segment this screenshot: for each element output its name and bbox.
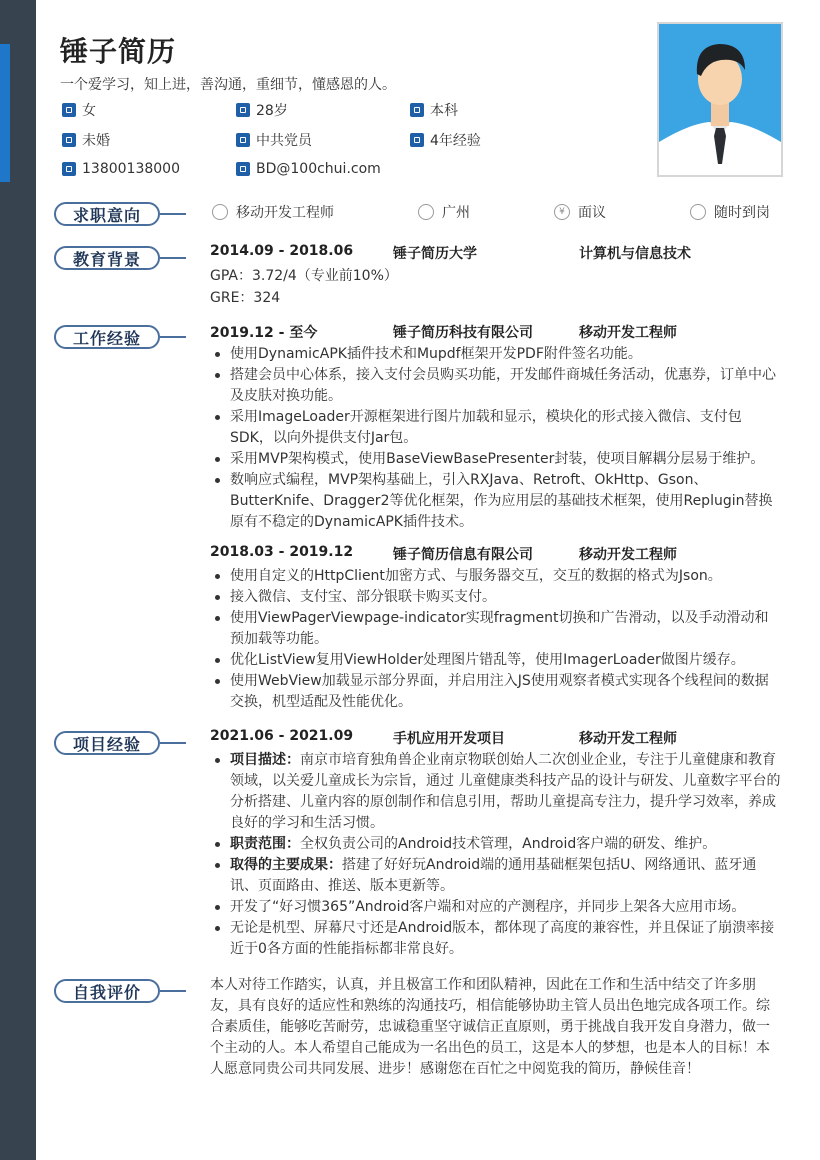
section-line — [160, 990, 186, 992]
list-item: 采用ImageLoader开源框架进行图片加载和显示，模块化的形式接入微信、支付包SDK，以向外提供支付Jar包。 — [210, 407, 782, 449]
education-gpa: GPA：3.72/4（专业前10%） — [210, 268, 398, 284]
email-icon — [236, 162, 250, 176]
info-phone[interactable] — [62, 159, 180, 179]
work-company: 锤子简历信息有限公司 — [393, 547, 533, 563]
tie-icon — [212, 204, 228, 220]
item-text: 南京市培育独角兽企业南京物联创始人二次创业企业，专注于儿童健康和教育领域，以关爱儿童成长为宗旨，通过 儿童健康类科技产品的设计与研发、儿童数字平台的分析搭建、儿童内容的原创制作和信息引用，帮助儿童提高专注力，提升学习效率，养成良好的学习和生活习惯。 — [230, 752, 781, 831]
project-name: 手机应用开发项目 — [393, 731, 505, 747]
intent-city — [418, 202, 470, 222]
project-period: 2021.06 - 2021.09 — [210, 728, 354, 744]
work-period: 2018.03 - 2019.12 — [210, 544, 354, 560]
info-party — [236, 130, 312, 150]
list-item: 搭建会员中心体系，接入支付会员购买功能，开发邮件商城任务活动，优惠券，订单中心及皮肤对换功能。 — [210, 365, 782, 407]
education-period: 2014.09 - 2018.06 — [210, 243, 354, 259]
info-gender — [62, 100, 96, 120]
work-header-1 — [210, 322, 770, 342]
section-title-work: 工作经验 — [54, 325, 160, 349]
info-value: 中共党员 — [256, 133, 312, 149]
list-item: 使用ViewPagerViewpage-indicator实现fragment切换和广告滑动，以及手动滑动和预加载等功能。 — [210, 608, 782, 650]
calendar-icon — [236, 103, 250, 117]
work-header-2 — [210, 544, 770, 564]
intent-salary — [554, 202, 606, 222]
list-item: 使用DynamicAPK插件技术和Mupdf框架开发PDF附件签名功能。 — [210, 344, 782, 365]
section-title-project: 项目经验 — [54, 731, 160, 755]
info-value: BD@100chui.com — [256, 161, 381, 177]
intent-value: 面议 — [578, 205, 606, 221]
item-text: 开发了“好习惯365”Android客户端和对应的产测程序，并同步上架各大应用市场。 — [230, 899, 746, 915]
work-list-1 — [210, 344, 782, 533]
info-value: 28岁 — [256, 103, 288, 119]
info-value: 未婚 — [82, 133, 110, 149]
list-item: 数响应式编程，MVP架构基础上，引入RXJava、Retroft、OkHttp、Gson、ButterKnife、Dragger2等优化框架，作为应用层的基础技术框架，使用Replugin替换原有不稳定的DynamicAPK插件技术。 — [210, 470, 782, 533]
resume-name: 锤子简历 — [60, 35, 177, 68]
avatar-illustration — [659, 24, 781, 175]
section-title-intent: 求职意向 — [54, 202, 160, 226]
intent-position — [212, 202, 334, 222]
clock-icon — [690, 204, 706, 220]
self-evaluation-text: 本人对待工作踏实，认真，并且极富工作和团队精神，因此在工作和生活中结交了许多朋友，具有良好的适应性和熟练的沟通技巧，相信能够协助主管人员出色地完成各项工作。综合素质佳，能够吃苦耐劳，忠诚稳重坚守诚信正直原则，勇于挑战自我开发自身潜力，做一个主动的人。本人希望自己能成为一名出色的员工，这是本人的梦想，也是本人的目标！本人愿意同贵公司共同发展、进步！感谢您在百忙之中阅览我的简历，静候佳音！ — [210, 977, 770, 1077]
info-degree — [410, 100, 458, 120]
item-text: 全权负责公司的Android技术管理，Android客户端的研发、维护。 — [300, 836, 717, 852]
list-item: 使用WebView加载显示部分界面，并启用注入JS使用观察者模式实现各个线程间的数据交换，机型适配及性能优化。 — [210, 671, 782, 713]
work-role: 移动开发工程师 — [579, 547, 677, 563]
party-icon — [236, 133, 250, 147]
work-period: 2019.12 - 至今 — [210, 325, 318, 341]
work-role: 移动开发工程师 — [579, 325, 677, 341]
intent-value: 随时到岗 — [714, 205, 770, 221]
item-label: 取得的主要成果： — [230, 857, 342, 873]
work-company: 锤子简历科技有限公司 — [393, 325, 533, 341]
item-text: 搭建了好好玩Android端的通用基础框架包括U、网络通讯、蓝牙通讯、页面路由、推送、版本更新等。 — [230, 857, 757, 894]
resume-tagline: 一个爱学习，知上进，善沟通，重细节，懂感恩的人。 — [60, 77, 396, 93]
list-item: 采用MVP架构模式，使用BaseViewBasePresenter封装，使项目解耦分层易于维护。 — [210, 449, 782, 470]
section-line — [160, 742, 186, 744]
intent-value: 广州 — [442, 205, 470, 221]
section-title-education: 教育背景 — [54, 246, 160, 270]
item-label: 项目描述： — [230, 752, 300, 768]
item-text: 无论是机型、屏幕尺寸还是Android版本，都体现了高度的兼容性，并且保证了崩溃率接近于0各方面的性能指标都非常良好。 — [230, 920, 775, 957]
list-item — [210, 834, 782, 855]
item-label: 职责范围： — [230, 836, 300, 852]
building-icon — [418, 204, 434, 220]
section-title-self: 自我评价 — [54, 979, 160, 1003]
yen-icon: ¥ — [554, 204, 570, 220]
avatar — [657, 22, 783, 177]
education-school: 锤子简历大学 — [393, 246, 477, 262]
intent-availability — [690, 202, 770, 222]
list-item: 优化ListView复用ViewHolder处理图片错乱等，使用ImagerLoader做图片缓存。 — [210, 650, 782, 671]
info-marriage — [62, 130, 110, 150]
list-item: 接入微信、支付宝、部分银联卡购买支付。 — [210, 587, 782, 608]
marriage-icon — [62, 133, 76, 147]
info-age — [236, 100, 288, 120]
section-line — [160, 213, 186, 215]
list-item — [210, 918, 782, 960]
gender-icon — [62, 103, 76, 117]
education-major: 计算机与信息技术 — [579, 246, 691, 262]
project-list — [210, 750, 782, 960]
info-value: 女 — [82, 103, 96, 119]
list-item — [210, 855, 782, 897]
education-icon — [410, 103, 424, 117]
project-header — [210, 728, 770, 748]
list-item — [210, 750, 782, 834]
info-value: 13800138000 — [82, 161, 180, 177]
work-list-2 — [210, 566, 782, 713]
intent-value: 移动开发工程师 — [236, 205, 334, 221]
list-item: 使用自定义的HttpClient加密方式、与服务器交互，交互的数据的格式为Json。 — [210, 566, 782, 587]
experience-icon — [410, 133, 424, 147]
list-item — [210, 897, 782, 918]
section-line — [160, 257, 186, 259]
project-role: 移动开发工程师 — [579, 731, 677, 747]
education-gre: GRE：324 — [210, 290, 281, 306]
section-line — [160, 336, 186, 338]
info-value: 本科 — [430, 103, 458, 119]
info-value: 4年经验 — [430, 133, 481, 149]
left-accent-bar — [0, 44, 10, 182]
info-experience — [410, 130, 481, 150]
education-header — [210, 243, 770, 263]
info-email[interactable] — [236, 159, 381, 179]
phone-icon — [62, 162, 76, 176]
